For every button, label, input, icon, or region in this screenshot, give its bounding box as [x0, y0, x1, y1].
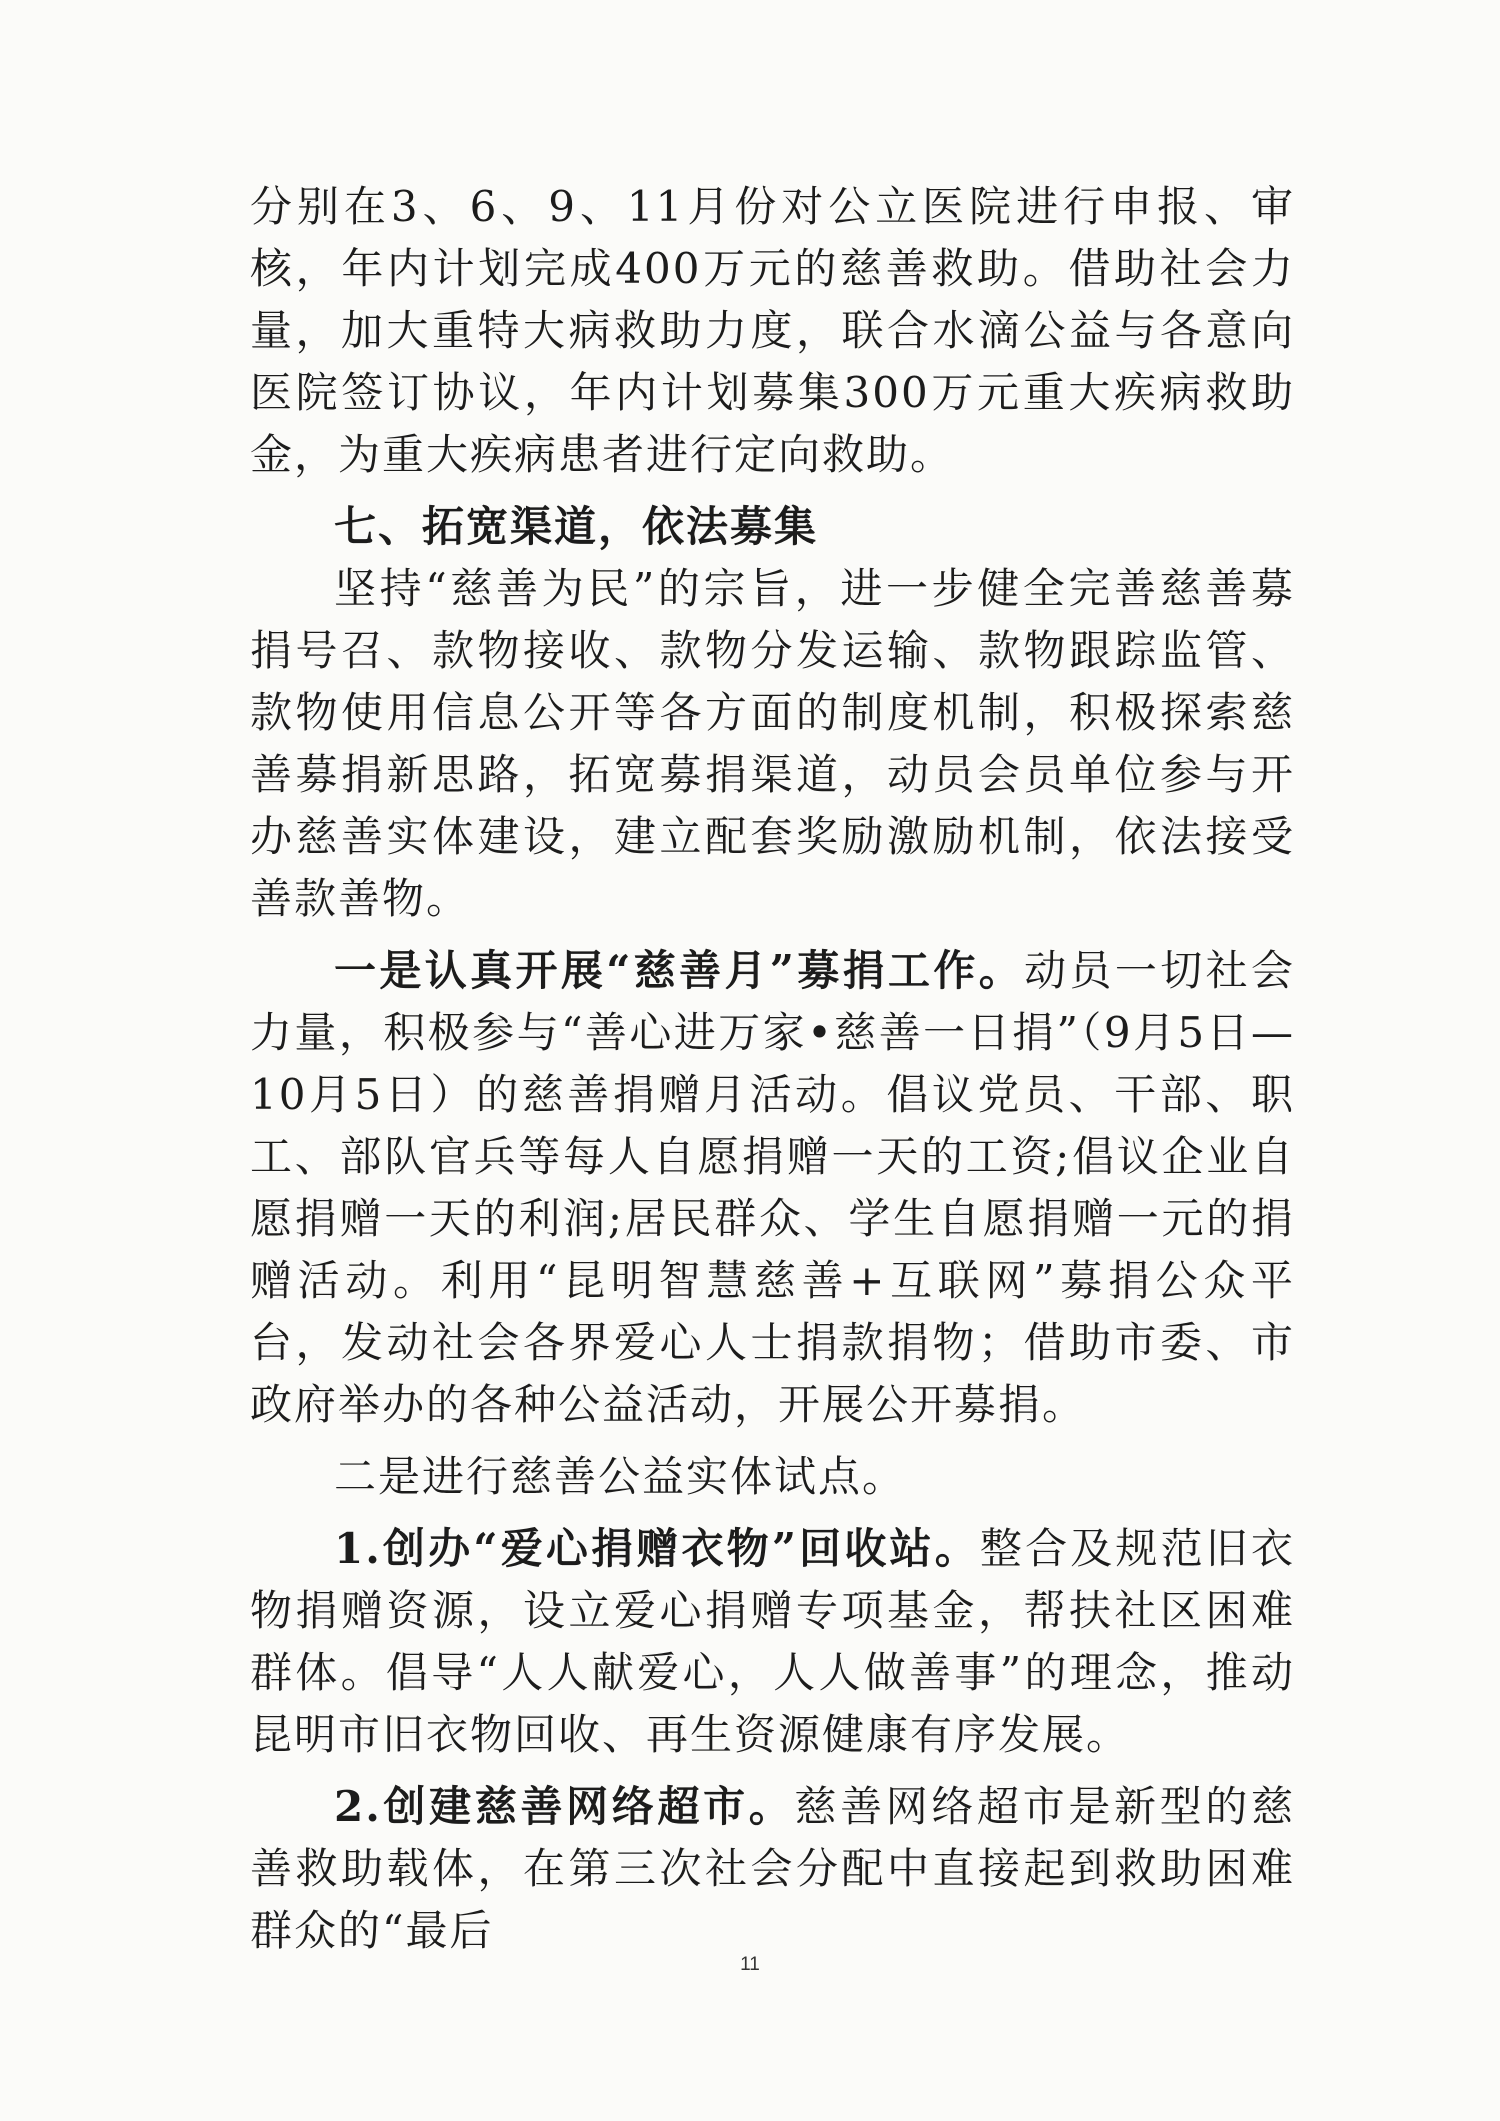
paragraph-medical-aid: 分别在3、6、9、11月份对公立医院进行申报、审核，年内计划完成400万元的慈善救助。借助社会力量，加大重特大病救助力度，联合水滴公益与各意向医院签订协议，年内计划募集300万元重大疾病救助金，为重大疾病患者进行定向救助。 — [250, 182, 1295, 479]
clothing-station-text: 整合及规范旧衣物捐赠资源，设立爱心捐赠专项基金，帮扶社区困难群体。倡导“人人献爱心，人人做善事”的理念，推动昆明市旧衣物回收、再生资源健康有序发展。 — [250, 1524, 1295, 1759]
charity-supermarket-text: 慈善网络超市是新型的慈善救助载体，在第三次社会分配中直接起到救助困难群众的“最后 — [250, 1782, 1295, 1955]
clothing-station-lead: 1.创办“爱心捐赠衣物”回收站。 — [334, 1524, 980, 1573]
paragraph-clothing-station — [250, 1518, 1295, 1766]
body-text — [250, 176, 1295, 1962]
pilot-entities-text: 二是进行慈善公益实体试点。 — [334, 1452, 907, 1501]
paragraph-fundraising-principles-text: 坚持“慈善为民”的宗旨，进一步健全完善慈善募捐号召、款物接收、款物分发运输、款物跟踪监管、款物使用信息公开等各方面的制度机制，积极探索慈善募捐新思路，拓宽募捐渠道，动员会员单位参与开办慈善实体建设，建立配套奖励激励机制，依法接受善款善物。 — [250, 564, 1295, 923]
paragraph-charity-supermarket — [250, 1776, 1295, 1962]
charity-month-lead: 一是认真开展“慈善月”募捐工作。 — [334, 946, 1025, 995]
charity-month-text: 动员一切社会力量，积极参与“善心进万家•慈善一日捐”（9月5日—10月5日）的慈善捐赠月活动。倡议党员、干部、职工、部队官兵等每人自愿捐赠一天的工资;倡议企业自愿捐赠一天的利润;居民群众、学生自愿捐赠一元的捐赠活动。利用“昆明智慧慈善+互联网”募捐公众平台，发动社会各界爱心人士捐款捐物；借助市委、市政府举办的各种公益活动，开展公开募捐。 — [250, 946, 1295, 1429]
page-number: 11 — [740, 1954, 760, 1975]
paragraph-fundraising-principles — [250, 558, 1295, 930]
paragraph-charity-month — [250, 940, 1295, 1436]
section-heading-7: 七、拓宽渠道，依法募集 — [334, 502, 819, 551]
paragraph-pilot-entities — [250, 1446, 1295, 1508]
charity-supermarket-lead: 2.创建慈善网络超市。 — [334, 1782, 795, 1831]
